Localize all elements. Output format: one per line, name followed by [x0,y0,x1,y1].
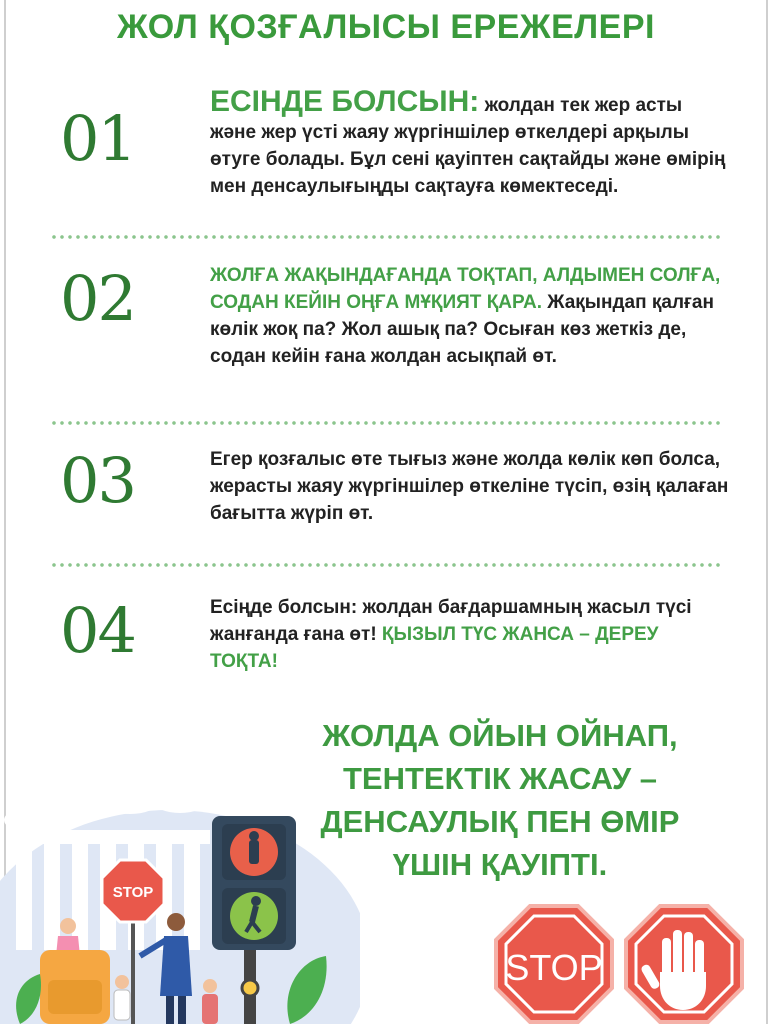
rule-01-highlight: ЕСІНДЕ БОЛСЫН: [210,85,480,118]
street-illustration [0,760,360,1024]
warning-line: ҮШІН ҚАУІПТІ. [392,847,608,882]
warning-line: ЖОЛДА ОЙЫН ОЙНАП, [322,718,678,753]
rule-02 [210,262,730,370]
warning-line: ТЕНТЕКТІК ЖАСАУ – [343,761,657,796]
rule-02-highlight: ЖОЛҒА ЖАҚЫНДАҒАНДА ТОҚТАП, АЛДЫМЕН СОЛҒА, СОДАН КЕЙІН ОҢҒА МҰҚИЯТ ҚАРА. [210,265,721,313]
warning-text [300,714,700,886]
cloud-icon [102,778,206,814]
stop-sign-icon [496,906,612,1022]
rule-number-01: 01 [60,102,135,175]
dotted-divider [50,234,722,240]
warning-line: ДЕНСАУЛЫҚ ПЕН ӨМІР [320,804,680,839]
rule-number-03: 03 [60,444,135,517]
stop-sign-big-label: STOP [505,947,603,988]
stop-signs-group [492,900,762,1024]
rule-04 [210,594,730,675]
rule-03-text: Егер қозғалыс өте тығыз және жолда көлік көп болса, жерасты жаяу жүргіншілер өткеліне түсіп, өзің қалаған бағытта жүріп өт. [210,449,729,524]
hand-stop-icon [626,906,742,1022]
rule-number-04: 04 [60,594,135,667]
rule-03 [210,446,730,527]
rule-01 [210,85,730,200]
rule-04-highlight: ҚЫЗЫЛ ТҮС ЖАНСА – ДЕРЕУ ТОҚТА! [210,624,659,672]
cloud-icon [4,800,73,832]
rule-01-text: жолдан тек жер асты және жер үсті жаяу жүргіншілер өткелдері арқылы өтуге болады. Бұл сені қауіптен сақтайды және өмірің мен денсаулығыңды сақтауға көмектеседі. [210,95,726,197]
page-title: ЖОЛ ҚОЗҒАЛЫСЫ ЕРЕЖЕЛЕРІ [117,8,655,46]
stop-sign-small-label: STOP [112,884,154,901]
dotted-divider [50,562,722,568]
rule-04-text: Есіңде болсын: жолдан бағдаршамның жасыл түсі жанғанда ғана өт! [210,597,692,645]
rule-02-text: Жақындап қалған көлік жоқ па? Жол ашық па? Осыған көз жеткіз де, содан кейін ғана жолдан асықпай өт. [210,292,714,367]
dotted-divider [50,420,722,426]
rule-number-02: 02 [60,262,135,335]
